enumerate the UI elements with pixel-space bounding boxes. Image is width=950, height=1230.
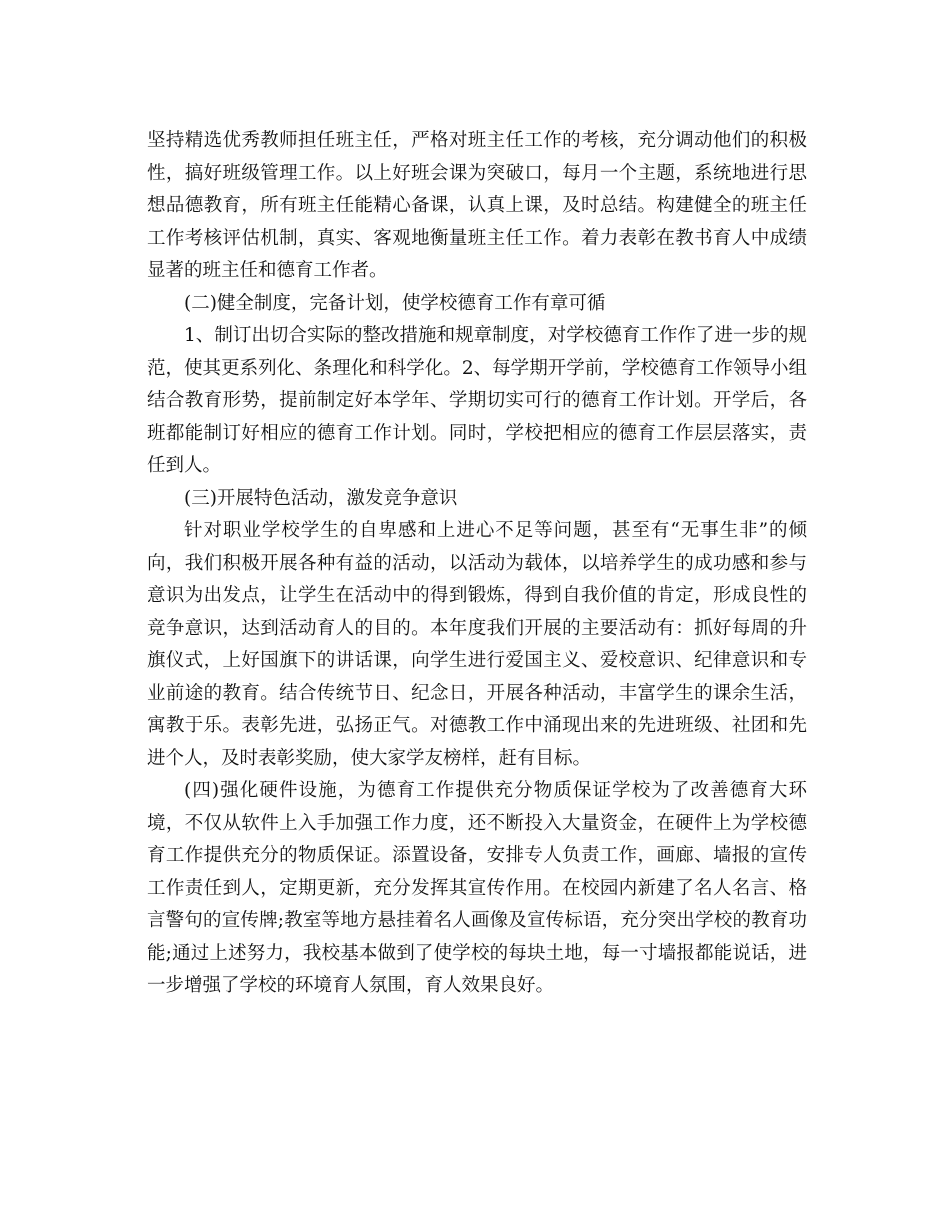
section-heading-3: (三)开展特色活动，激发竞争意识: [184, 487, 458, 509]
paragraph-regulations: 1、制订出切合实际的整改措施和规章制度，对学校德育工作作了进一步的规范，使其更系列化、条理化和科学化。2、每学期开学前，学校德育工作领导小组结合教育形势，提前制定好本学年、学期切实可行的德育工作计划。开学后，各班都能制订好相应的德育工作计划。同时，学校把相应的德育工作层层落实，责任到人。: [147, 325, 807, 476]
paragraph-activities: 针对职业学校学生的自卑感和上进心不足等问题，甚至有“无事生非”的倾向，我们积极开展各种有益的活动，以活动为载体，以培养学生的成功感和参与意识为出发点，让学生在活动中的得到锻炼，得到自我价值的肯定，形成良性的竞争意识，达到活动育人的目的。本年度我们开展的主要活动有：抓好每周的升旗仪式，上好国旗下的讲话课，向学生进行爱国主义、爱校意识、纪律意识和专业前途的教育。结合传统节日、纪念日，开展各种活动，丰富学生的课余生活，寓教于乐。表彰先进，弘扬正气。对德教工作中涌现出来的先进班级、社团和先进个人，及时表彰奖励，使大家学友榜样，赶有目标。: [147, 520, 807, 769]
section-heading-2: (二)健全制度，完备计划，使学校德育工作有章可循: [184, 292, 606, 314]
paragraph-hardware: (四)强化硬件设施，为德育工作提供充分物质保证学校为了改善德育大环境，不仅从软件上入手加强工作力度，还不断投入大量资金，在硬件上为学校德育工作提供充分的物质保证。添置设备，安排专人负责工作，画廊、墙报的宣传工作责任到人，定期更新，充分发挥其宣传作用。在校园内新建了名人名言、格言警句的宣传牌;教室等地方悬挂着名人画像及宣传标语，充分突出学校的教育功能;通过上述努力，我校基本做到了使学校的每块土地，每一寸墙报都能说话，进一步增强了学校的环境育人氛围，育人效果良好。: [147, 780, 807, 996]
paragraph-class-teacher: 坚持精选优秀教师担任班主任，严格对班主任工作的考核，充分调动他们的积极性，搞好班级管理工作。以上好班会课为突破口，每月一个主题，系统地进行思想品德教育，所有班主任能精心备课，认真上课，及时总结。构建健全的班主任工作考核评估机制，真实、客观地衡量班主任工作。着力表彰在教书育人中成绩显著的班主任和德育工作者。: [147, 130, 807, 281]
document-body: [147, 125, 807, 1003]
